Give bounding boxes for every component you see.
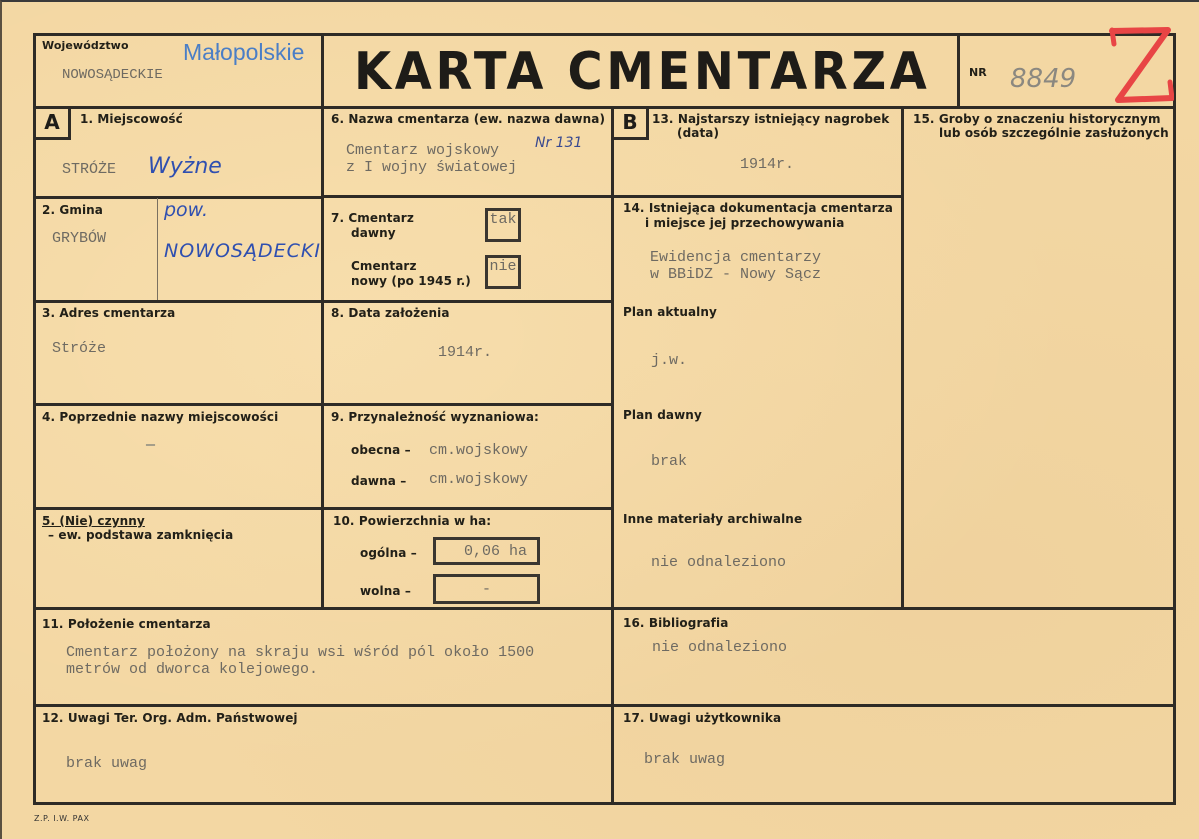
col-divider-1 [321, 106, 324, 609]
field-8-typed: 1914r. [438, 344, 493, 361]
header-divider [33, 106, 1176, 109]
other-archives-label: Inne materiały archiwalne [623, 512, 803, 526]
row-divider [33, 607, 1176, 610]
row-divider [321, 507, 613, 510]
field-16-typed: nie odnaleziono [652, 639, 788, 656]
field-3-typed: Stróże [52, 340, 107, 357]
row-divider [33, 403, 323, 406]
field-2-handwritten-county: NOWOSĄDECKI [164, 240, 321, 262]
voivodeship-stamp: Małopolskie [183, 39, 305, 65]
field-6-typed-line-1: Cmentarz wojskowy [346, 142, 500, 159]
field-4-typed: — [146, 437, 156, 454]
frame-top [33, 33, 1176, 36]
field-2-typed: GRYBÓW [52, 230, 107, 247]
field-14-label: 14. Istniejąca dokumentacja cmentarza [623, 201, 893, 215]
row-divider [33, 300, 323, 303]
field-7-old-checkbox[interactable]: tak [485, 208, 521, 242]
row-divider [321, 403, 613, 406]
header-col-1 [321, 33, 324, 108]
field-10-total-label: ogólna – [360, 546, 417, 560]
field-3-label: 3. Adres cmentarza [42, 306, 176, 320]
field-15-label: 15. Groby o znaczeniu historycznym [913, 112, 1161, 126]
plan-former-typed: brak [651, 453, 688, 470]
header-col-2 [957, 33, 960, 108]
nr-label: NR [969, 66, 987, 79]
plan-current-typed: j.w. [651, 352, 688, 369]
field-16-label: 16. Bibliografia [623, 616, 729, 630]
field-8-label: 8. Data założenia [331, 306, 450, 320]
gmina-divider [157, 198, 158, 300]
section-a-badge: A [33, 106, 71, 140]
row-divider [321, 195, 613, 198]
field-11-label: 11. Położenie cmentarza [42, 617, 211, 631]
printer-imprint: Z.P. I.W. PAX [34, 814, 90, 823]
row-divider [611, 195, 903, 198]
field-7-new-label: Cmentarz [351, 259, 417, 273]
col-divider-3 [901, 106, 904, 609]
field-6-typed-line-2: z I wojny światowej [346, 159, 518, 176]
red-z-mark-icon [1108, 26, 1174, 106]
field-5-label: 5. (Nie) czynny [42, 514, 145, 528]
field-17-typed: brak uwag [644, 751, 726, 768]
field-15-sublabel: lub osób szczególnie zasłużonych [939, 126, 1169, 140]
field-12-label: 12. Uwagi Ter. Org. Adm. Państwowej [42, 711, 298, 725]
field-9-current-value: cm.wojskowy [429, 442, 529, 459]
field-10-free-label: wolna – [360, 584, 411, 598]
voivodeship-label: Województwo [42, 39, 129, 52]
frame-bottom [33, 802, 1176, 805]
nr-value: 8849 [1010, 64, 1077, 94]
frame-left [33, 33, 36, 804]
field-11-typed-line-1: Cmentarz położony na skraju wsi wśród pól około 1500 [66, 644, 535, 661]
field-10-label: 10. Powierzchnia w ha: [333, 514, 492, 528]
field-1-typed: STRÓŻE [62, 161, 117, 178]
field-13-typed: 1914r. [740, 156, 795, 173]
field-12-typed: brak uwag [66, 755, 148, 772]
field-7-old-sublabel: dawny [351, 226, 396, 240]
field-9-current-label: obecna – [351, 443, 411, 457]
field-7-new-checkbox[interactable]: nie [485, 255, 521, 289]
field-7-old-label: 7. Cmentarz [331, 211, 414, 225]
field-9-former-label: dawna – [351, 474, 407, 488]
field-14-typed-line-1: Ewidencja cmentarzy [650, 249, 822, 266]
field-2-label: 2. Gmina [42, 203, 103, 217]
other-archives-typed: nie odnaleziono [651, 554, 787, 571]
row-divider [33, 704, 1176, 707]
plan-current-label: Plan aktualny [623, 305, 717, 319]
col-divider-2 [611, 106, 614, 803]
field-1-label: 1. Miejscowość [80, 112, 183, 126]
voivodeship-typed-value: NOWOSĄDECKIE [62, 67, 163, 83]
field-10-free-value[interactable]: - [433, 574, 540, 604]
field-7-new-sublabel: nowy (po 1945 r.) [351, 274, 471, 288]
field-6-label: 6. Nazwa cmentarza (ew. nazwa dawna) [331, 112, 606, 126]
field-9-former-value: cm.wojskowy [429, 471, 529, 488]
field-13-sublabel: (data) [677, 126, 720, 140]
plan-former-label: Plan dawny [623, 408, 702, 422]
frame-right [1173, 33, 1176, 804]
field-10-total-value[interactable]: 0,06 ha [433, 537, 540, 565]
section-b-badge: B [611, 106, 649, 140]
field-17-label: 17. Uwagi użytkownika [623, 711, 782, 725]
field-2-handwritten-pow: pow. [164, 199, 209, 221]
row-divider [33, 507, 323, 510]
field-14-typed-line-2: w BBiDZ - Nowy Sącz [650, 266, 822, 283]
field-11-typed-line-2: metrów od dworca kolejowego. [66, 661, 319, 678]
field-14-sublabel: i miejsce jej przechowywania [645, 216, 845, 230]
field-1-handwritten: Wyżne [148, 154, 222, 179]
field-13-label: 13. Najstarszy istniejący nagrobek [652, 112, 890, 126]
field-6-handwritten-number: Nr 131 [535, 135, 583, 151]
field-5-sublabel: – ew. podstawa zamknięcia [48, 528, 234, 542]
field-9-label: 9. Przynależność wyznaniowa: [331, 410, 539, 424]
field-4-label: 4. Poprzednie nazwy miejscowości [42, 410, 279, 424]
page-title: KARTA CMENTARZA [354, 42, 931, 102]
row-divider [321, 300, 613, 303]
